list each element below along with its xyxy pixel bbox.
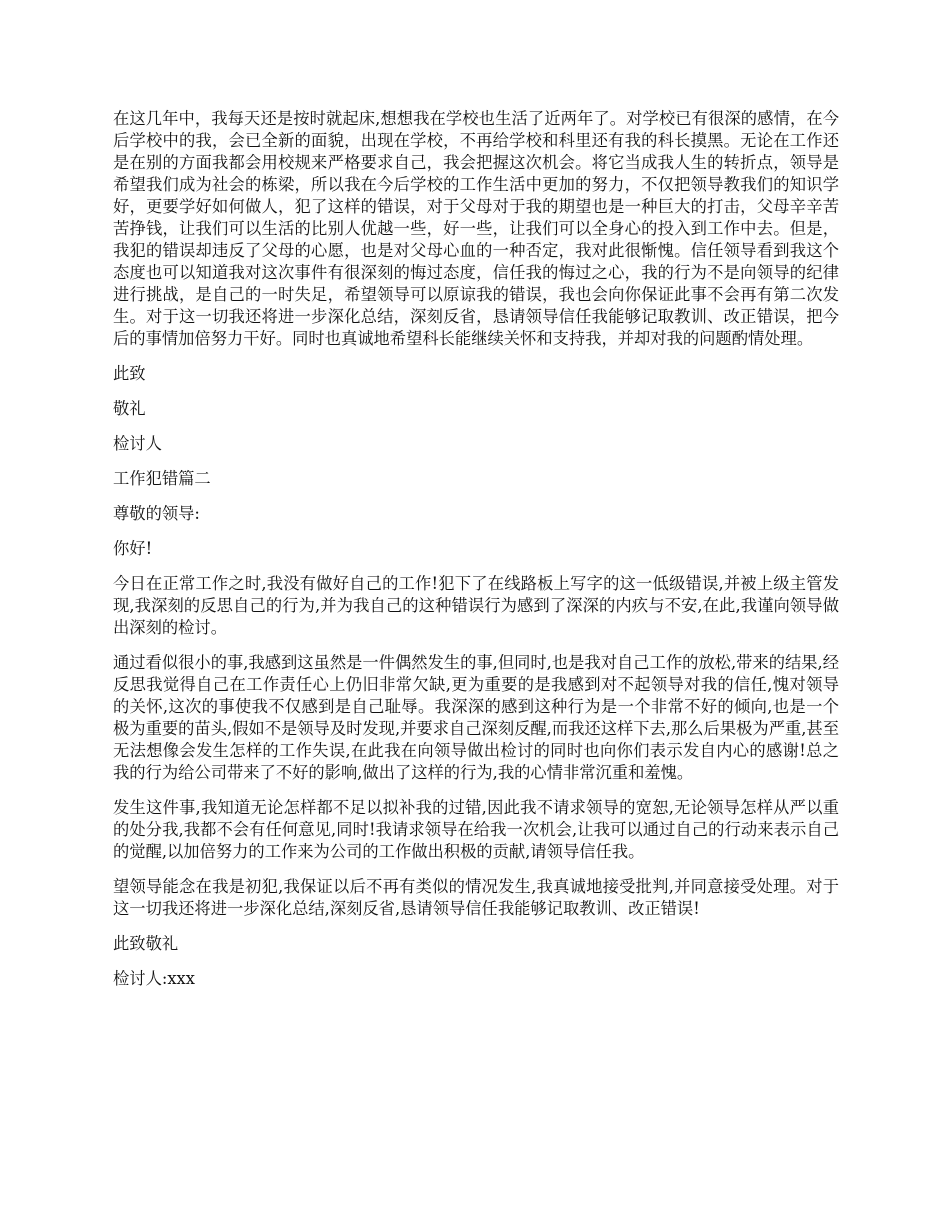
greeting: 你好! [113, 539, 153, 558]
document-body [113, 108, 839, 1003]
paragraph-promise: 望领导能念在我是初犯,我保证以后不再有类似的情况发生,我真诚地接受批判,并同意接受处理。对于这一切我还将进一步深化总结,深刻反省,恳请领导信任我能够记取教训、改正错误! [113, 877, 839, 918]
paragraph-incident: 今日在正常工作之时,我没有做好自己的工作!犯下了在线路板上写字的这一低级错误,并被上级主管发现,我深刻的反思自己的行为,并为我自己的这种错误行为感到了深深的内疚与不安,在此,我谨向领导做出深刻的检讨。 [113, 574, 839, 637]
closing-cizhi: 此致 [113, 364, 146, 383]
signature-line: 检讨人:xxx [113, 969, 195, 988]
signature-label: 检讨人 [113, 434, 162, 453]
section-title: 工作犯错篇二 [113, 469, 211, 488]
paragraph-request: 发生这件事,我知道无论怎样都不足以拟补我的过错,因此我不请求领导的宽恕,无论领导怎样从严以重的处分我,我都不会有任何意见,同时!我请求领导在给我一次机会,让我可以通过自己的行动来表示自己的觉醒,以加倍努力的工作来为公司的工作做出积极的贡献,请领导信任我。 [113, 798, 839, 861]
paragraph-reflection: 在这几年中，我每天还是按时就起床,想想我在学校也生活了近两年了。对学校已有很深的感情，在今后学校中的我，会已全新的面貌，出现在学校，不再给学校和科里还有我的科长摸黑。无论在工作还是在别的方面我都会用校规来严格要求自己，我会把握这次机会。将它当成我人生的转折点，领导是希望我们成为社会的栋梁，所以我在今后学校的工作生活中更加的努力，不仅把领导教我们的知识学好，更要学好如何做人，犯了这样的错误，对于父母对于我的期望也是一种巨大的打击，父母辛辛苦苦挣钱，让我们可以生活的比别人优越一些，好一些，让我们可以全身心的投入到工作中去。但是，我犯的错误却违反了父母的心愿，也是对父母心血的一种否定，我对此很惭愧。信任领导看到我这个态度也可以知道我对这次事件有很深刻的悔过态度，信任我的悔过之心，我的行为不是向领导的纪律进行挑战，是自己的一时失足，希望领导可以原谅我的错误，我也会向你保证此事不会再有第二次发生。对于这一切我还将进一步深化总结，深刻反省，恳请领导信任我能够记取教训、改正错误，把今后的事情加倍努力干好。同时也真诚地希望科长能继续关怀和支持我，并却对我的问题酌情处理。 [113, 109, 839, 348]
paragraph-reflection-2: 通过看似很小的事,我感到这虽然是一件偶然发生的事,但同时,也是我对自己工作的放松,带来的结果,经反思我觉得自己在工作责任心上仍旧非常欠缺,更为重要的是我感到对不起领导对我的信任,愧对领导的关怀,这次的事使我不仅感到是自己耻辱。我深深的感到这种行为是一个非常不好的倾向,也是一个极为重要的苗头,假如不是领导及时发现,并要求自己深刻反醒,而我还这样下去,那么后果极为严重,甚至无法想像会发生怎样的工作失误,在此我在向领导做出检讨的同时也向你们表示发自内心的感谢!总之我的行为给公司带来了不好的影响,做出了这样的行为,我的心情非常沉重和羞愧。 [113, 653, 839, 782]
closing-jingli: 敬礼 [113, 399, 146, 418]
salutation: 尊敬的领导: [113, 504, 200, 523]
closing-combined: 此致敬礼 [113, 934, 179, 953]
